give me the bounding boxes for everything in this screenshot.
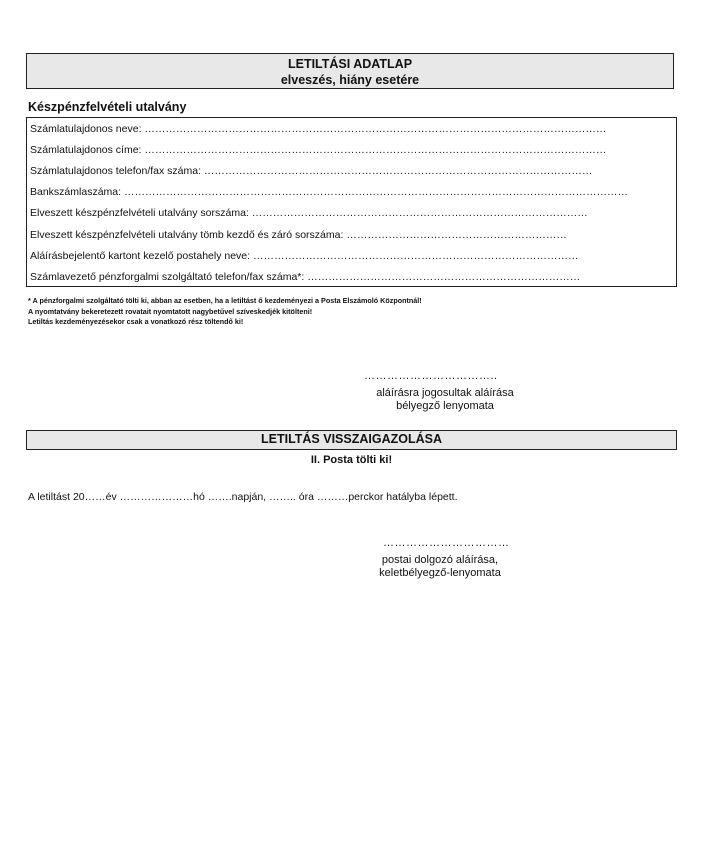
field-voucher-book-serial-range[interactable]: Elveszett készpénzfelvételi utalvány tömb kezdő és záró sorszáma: ……………………………………………………… bbox=[30, 229, 567, 241]
form-header bbox=[26, 53, 674, 89]
field-service-provider-phone[interactable]: Számlavezető pénzforgalmi szolgáltató telefon/fax száma*: …………………………………………………………………… bbox=[30, 271, 581, 283]
activation-statement[interactable]: A letiltást 20……év …………………hó …….napján, …….. óra ………perckor hatályba lépett. bbox=[28, 491, 458, 503]
signature-caption-line: aláírásra jogosultak aláírása bbox=[376, 387, 514, 399]
field-account-holder-phone[interactable]: Számlatulajdonos telefon/fax száma: ………………………………………………………………………………………………… bbox=[30, 165, 593, 177]
signature-caption bbox=[360, 387, 530, 413]
field-account-holder-name[interactable]: Számlatulajdonos neve: …………………………………………………………………………………………………………………… bbox=[30, 123, 607, 135]
confirmation-subtitle: II. Posta tölti ki! bbox=[310, 454, 393, 466]
postal-signature-caption bbox=[370, 554, 510, 580]
postal-signature-line[interactable]: …………………………… bbox=[383, 537, 510, 549]
field-post-office-name[interactable]: Aláírásbejelentő kartont kezelő postahely neve: ………………………………………………………………………………… bbox=[30, 250, 579, 262]
note-line: * A pénzforgalmi szolgáltató tölti ki, abban az esetben, ha a letiltást ő kezdeményezi a Posta Elszámoló Központnál! bbox=[28, 296, 422, 305]
form-subtitle: elveszés, hiány esetére bbox=[280, 73, 420, 87]
section-title: Készpénzfelvételi utalvány bbox=[28, 100, 187, 114]
note-line: Letiltás kezdeményezésekor csak a vonatkozó rész töltendő ki! bbox=[28, 317, 244, 326]
field-bank-account-number[interactable]: Bankszámlaszáma: ……………………………………………………………………………………………………………………………… bbox=[30, 186, 628, 198]
field-lost-voucher-serial[interactable]: Elveszett készpénzfelvételi utalvány sorszáma: …………………………………………………………………………………… bbox=[30, 207, 588, 219]
signature-caption-line: bélyegző lenyomata bbox=[396, 400, 494, 412]
postal-signature-caption-line: keletbélyegző-lenyomata bbox=[379, 567, 501, 579]
postal-signature-caption-line: postai dolgozó aláírása, bbox=[381, 554, 499, 566]
note-line: A nyomtatvány bekeretezett rovatait nyomtatott nagybetűvel szíveskedjék kitölteni! bbox=[28, 306, 313, 316]
confirmation-header: LETILTÁS VISSZAIGAZOLÁSA bbox=[26, 430, 677, 450]
form-title: LETILTÁSI ADATLAP bbox=[287, 57, 413, 71]
fields-box bbox=[26, 117, 677, 287]
field-account-holder-address[interactable]: Számlatulajdonos címe: …………………………………………………………………………………………………………………… bbox=[30, 144, 607, 156]
signature-line[interactable]: …………………………….. bbox=[364, 370, 498, 382]
notes bbox=[28, 296, 422, 328]
